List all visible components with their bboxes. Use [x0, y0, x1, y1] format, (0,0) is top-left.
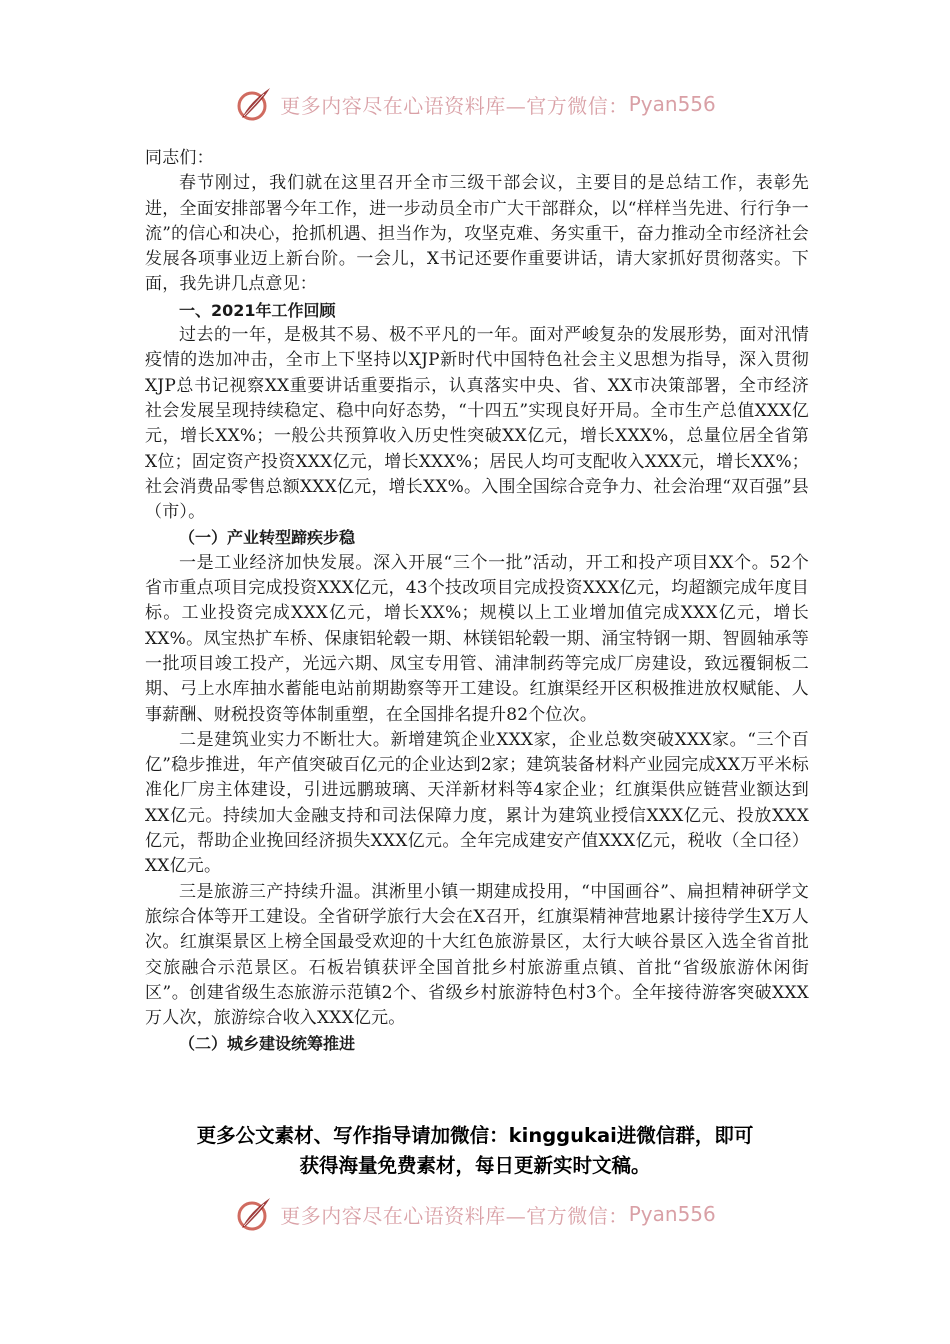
construction-paragraph: 二是建筑业实力不断壮大。新增建筑企业XXX家，企业总数突破XXX家。“三个百亿”稳步推进，年产值突破百亿元的企业达到2家；建筑装备材料产业园完成XX万平米标准化厂房主体建设，引进远鹏玻璃、天洋新材料等4家企业；红旗渠供应链营业额达到XX亿元。持续加大金融支持和司法保障力度，累计为建筑业授信XXX亿元、投放XXX亿元，帮助企业挽回经济损失XXX亿元。全年完成建安产值XXX亿元，税收（全口径）XX亿元。	[145, 729, 809, 877]
section1-paragraph: 过去的一年，是极其不易、极不平凡的一年。面对严峻复杂的发展形势，面对汛情疫情的迭加冲击，全市上下坚持以XJP新时代中国特色社会主义思想为指导，深入贯彻XJP总书记视察XX重要讲话重要指示，认真落实中央、省、XX市决策部署，全市经济社会发展呈现持续稳定、稳中向好态势，“十四五”实现良好开局。全市生产总值XXX亿元，增长XX%；一般公共预算收入历史性突破XX亿元，增长XXX%，总量位居全省第X位；固定资产投资XXX亿元，增长XXX%；居民人均可支配收入XXX元，增长XX%；社会消费品零售总额XXX亿元，增长XX%。入围全国综合竞争力、社会治理“双百强”县（市）。	[145, 325, 809, 523]
section1-heading: 一、2021年工作回顾	[179, 300, 336, 320]
intro-paragraph: 春节刚过，我们就在这里召开全市三级干部会议，主要目的是总结工作，表彰先进，全面安排部署今年工作，进一步动员全市广大干部群众，以“样样当先进、行行争一流”的信心和决心，抢抓机遇、担当作为，攻坚克难、务实重干，奋力推动全市经济社会发展各项事业迈上新台阶。一会儿，X书记还要作重要讲话，请大家抓好贯彻落实。下面，我先讲几点意见：	[145, 173, 809, 295]
salutation: 同志们：	[145, 148, 214, 168]
watermark-banner-bottom	[0, 1192, 950, 1236]
quill-logo-icon	[234, 84, 274, 124]
tourism-paragraph: 三是旅游三产持续升温。淇淅里小镇一期建成投用，“中国画谷”、扁担精神研学文旅综合体等开工建设。全省研学旅行大会在X召开，红旗渠精神营地累计接待学生X万人次。红旗渠景区上榜全国最受欢迎的十大红色旅游景区，太行大峡谷景区入选全省首批交旅融合示范景区。石板岩镇获评全国首批乡村旅游重点镇、首批“省级旅游休闲街区”。创建省级生态旅游示范镇2个、省级乡村旅游特色村3个。全年接待游客突破XXX万人次，旅游综合收入XXX亿元。	[145, 881, 809, 1029]
watermark-text-bottom: 更多内容尽在心语资料库—官方微信：	[280, 1203, 629, 1228]
quill-logo-icon	[234, 1194, 274, 1234]
watermark-banner-top	[0, 82, 950, 126]
watermark-id-bottom: Pyan556	[628, 1202, 716, 1226]
document-body	[145, 146, 809, 1057]
industry-paragraph: 一是工业经济加快发展。深入开展“三个一批”活动，开工和投产项目XX个。52个省市重点项目完成投资XXX亿元，43个技改项目完成投资XXX亿元，均超额完成年度目标。工业投资完成XXX亿元，增长XX%；规模以上工业增加值完成XXX亿元，增长XX%。凤宝热扩车桥、保康铝轮毂一期、林镁铝轮毂一期、涌宝特钢一期、智圆轴承等一批项目竣工投产，光远六期、凤宝专用管、浦津制药等完成厂房建设，致远覆铜板二期、弓上水库抽水蓄能电站前期勘察等开工建设。红旗渠经开区积极推进放权赋能、人事薪酬、财税投资等体制重塑，在全国排名提升82个位次。	[145, 552, 809, 725]
subsection1-heading: （一）产业转型蹄疾步稳	[179, 528, 356, 548]
subsection2-heading: （二）城乡建设统筹推进	[179, 1034, 356, 1054]
promo-notice-line2: 获得海量免费素材，每日更新实时文稿。	[299, 1154, 651, 1177]
watermark-id-top: Pyan556	[628, 92, 716, 116]
promo-notice-line1: 更多公文素材、写作指导请加微信：kinggukai进微信群，即可	[196, 1124, 754, 1147]
promo-notice	[140, 1121, 810, 1181]
watermark-text-top: 更多内容尽在心语资料库—官方微信：	[280, 93, 629, 118]
